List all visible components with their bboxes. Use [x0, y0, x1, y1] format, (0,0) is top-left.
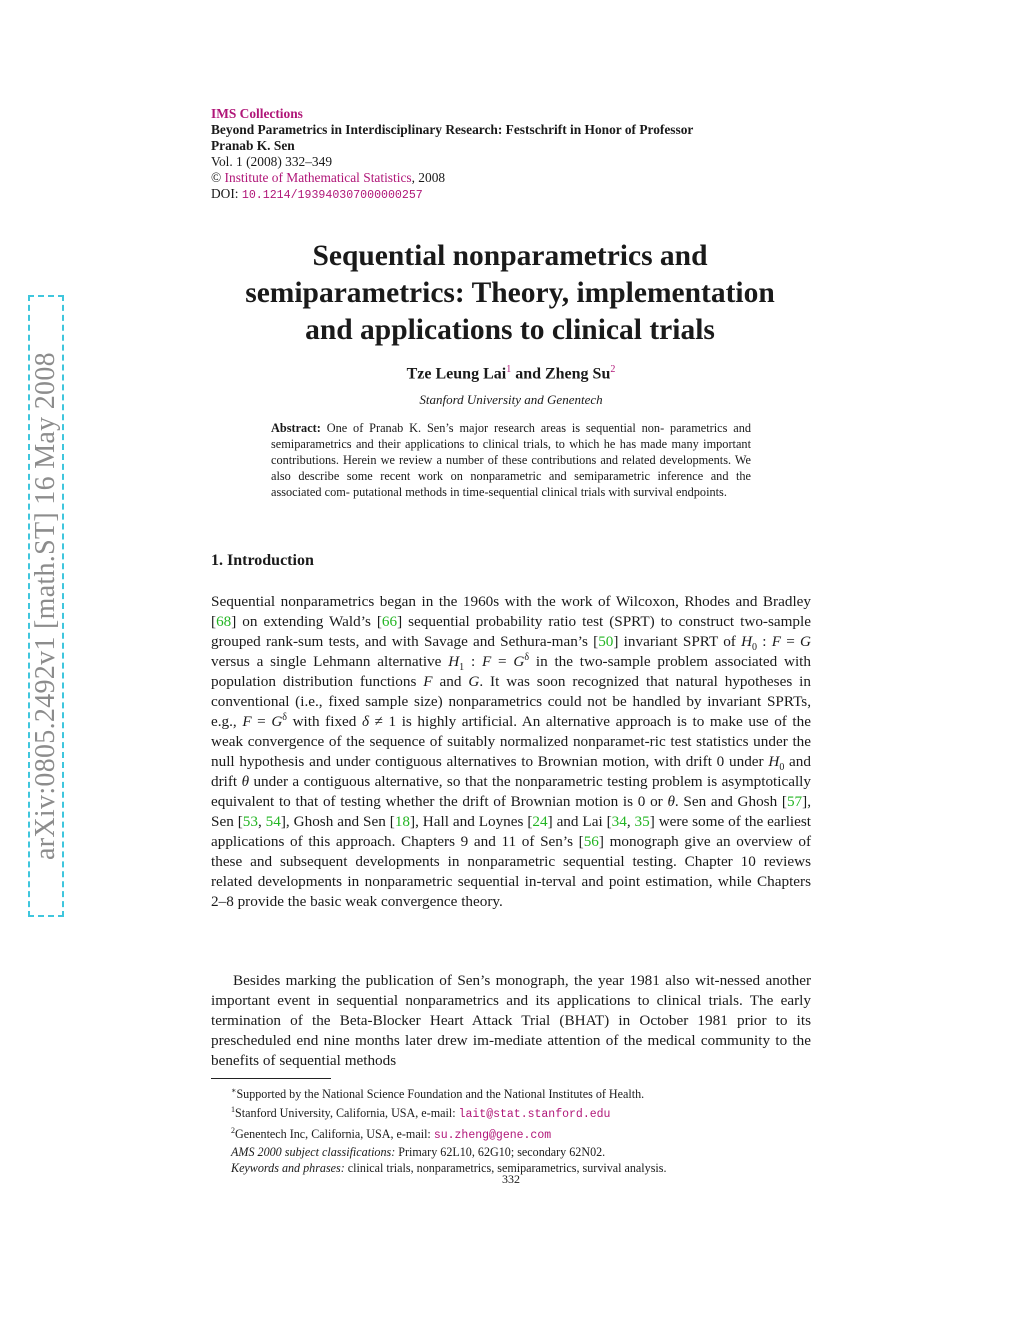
- text: ,: [257, 813, 266, 830]
- citation-link[interactable]: 50: [598, 633, 614, 650]
- section-title: 1. Introduction: [211, 552, 314, 569]
- author-1: Tze Leung Lai: [406, 365, 507, 383]
- keywords-text: clinical trials, nonparametrics, semiparametrics, survival analysis.: [344, 1161, 667, 1176]
- text: ≠ 1 is highly artificial. An alternative approach is to make use of the weak convergence of the sequence of suitably normalized nonparamet-ric test statistics under the null hypothesis and under contiguous alternatives to Brownian motion, with drift 0 under: [211, 713, 811, 770]
- text: in the two-sample problem associated with population distribution functions: [211, 653, 811, 690]
- abstract-line5: work on nonparametric and semiparametric inference and the associated com-: [271, 469, 751, 499]
- series-link[interactable]: IMS Collections: [211, 106, 303, 121]
- text: ] invariant SPRT of: [613, 633, 742, 650]
- citation-link[interactable]: 53: [242, 813, 258, 830]
- math: G: [468, 673, 480, 690]
- citation-link[interactable]: 34: [611, 813, 627, 830]
- footnote-mark: 2: [231, 1126, 235, 1136]
- footnote-mark: 1: [231, 1105, 235, 1115]
- math: θ: [241, 773, 250, 790]
- footnote-text: Supported by the National Science Foundation and the National Institutes of Health.: [236, 1087, 645, 1102]
- abstract: [271, 420, 751, 500]
- citation-link[interactable]: 18: [394, 813, 411, 830]
- text: . It was soon recognized that natural hypotheses in conventional (i.e., fixed sample size) nonparametrics could not be handled by invariant SPRTs, e.g.,: [211, 673, 811, 730]
- page-number: 332: [502, 1172, 520, 1186]
- math: G: [271, 713, 283, 730]
- math-subscript: 0: [779, 762, 785, 774]
- affiliation: Stanford University and Genentech: [419, 392, 603, 407]
- footnotes: [231, 1083, 821, 1176]
- abstract-line2: parametrics and semiparametrics and their applications to clinical trials, to: [271, 421, 752, 451]
- publisher-link[interactable]: Institute of Mathematical Statistics: [224, 170, 412, 185]
- author-2-footnote-link[interactable]: 2: [610, 364, 616, 375]
- math: F: [481, 653, 492, 670]
- author-connector: and: [511, 365, 545, 383]
- paper-title: [190, 238, 830, 349]
- paragraph-1: [211, 592, 811, 912]
- title-line3: and applications to clinical trials: [305, 314, 715, 346]
- author-1-footnote-link[interactable]: 1: [506, 364, 512, 375]
- text: versus a single Lehmann alternative: [211, 653, 449, 670]
- text: . Sen and Ghosh [: [674, 793, 787, 810]
- abstract-line4: of these contributions and related developments. We also describe some recent: [271, 453, 751, 483]
- footnote-text: Genentech Inc, California, USA, e-mail:: [235, 1127, 434, 1142]
- ams-label: AMS 2000 subject classifications:: [231, 1145, 396, 1160]
- footnote-funding: [231, 1083, 821, 1102]
- math: F: [423, 673, 433, 690]
- text: ,: [626, 813, 635, 830]
- citation-link[interactable]: 68: [216, 613, 232, 630]
- paragraph-2: Besides marking the publication of Sen’s monograph, the year 1981 also wit-nessed another important event in sequential nonparametrics and its applications to clinical trials. The early termination of the Beta-Blocker Heart Attack Trial (BHAT) in October 1981 prior to its prescheduled end nine months later drew im-mediate attention of the medical community to the benefits of sequential methods: [211, 972, 811, 1069]
- text: and drift: [211, 753, 811, 790]
- ams-classification: [231, 1144, 821, 1160]
- text: ] sequential probability ratio test (SPRT) to construct two-sample grouped rank-sum tests, and with Savage and Sethura-man’s [: [211, 613, 811, 650]
- email-link[interactable]: su.zheng@gene.com: [433, 1129, 552, 1143]
- abstract-label: Abstract:: [271, 421, 321, 435]
- citation-link[interactable]: 57: [786, 793, 803, 810]
- author-2: Zheng Su: [544, 365, 611, 383]
- text: :: [757, 633, 772, 650]
- authors: [211, 364, 811, 383]
- abstract-line3: which he has made many important contributions. Herein we review a number: [271, 437, 751, 467]
- text: ], Sen [: [211, 793, 811, 830]
- email-link[interactable]: lait@stat.stanford.edu: [458, 1108, 611, 1122]
- text: =: [251, 713, 272, 730]
- abstract-line1: One of Pranab K. Sen’s major research areas is sequential non-: [326, 421, 665, 435]
- title-line2: semiparametrics: Theory, implementation: [245, 277, 775, 309]
- math: G: [800, 633, 811, 650]
- math: δ: [361, 713, 370, 730]
- volume-info: Vol. 1 (2008) 332–349: [211, 154, 333, 169]
- citation-link[interactable]: 54: [265, 813, 281, 830]
- text: ] and Lai [: [547, 813, 612, 830]
- text: ] on extending Wald’s [: [231, 613, 382, 630]
- book-title-line1: Beyond Parametrics in Interdisciplinary Research: Festschrift in Honor of Professor: [211, 122, 694, 137]
- abstract-line6: putational methods in time-sequential clinical trials with survival endpoints.: [352, 485, 727, 499]
- text: =: [781, 633, 801, 650]
- math: G: [513, 653, 525, 670]
- footnote-2: [231, 1123, 821, 1144]
- footnote-1: [231, 1102, 821, 1123]
- text: under a contiguous alternative, so that the nonparametric testing problem is asymptotically equivalent to that of testing whether the drift of Brownian motion is 0 or: [211, 773, 811, 810]
- keywords-label: Keywords and phrases:: [231, 1161, 345, 1176]
- title-line1: Sequential nonparametrics and: [312, 240, 708, 272]
- text: :: [464, 653, 482, 670]
- copyright-line: [211, 170, 821, 186]
- citation-link[interactable]: 35: [634, 813, 650, 830]
- math-subscript: 0: [752, 642, 758, 654]
- text: Sequential nonparametrics began in the 1960s with the work of Wilcoxon, Rhodes and Bradley [: [211, 593, 811, 630]
- doi-link[interactable]: 10.1214/193940307000000257: [241, 189, 423, 202]
- copyright-year: , 2008: [411, 170, 446, 185]
- math: F: [771, 633, 781, 650]
- citation-link[interactable]: 66: [381, 613, 398, 630]
- math: F: [242, 713, 252, 730]
- ams-text: Primary 62L10, 62G10; secondary 62N02.: [395, 1145, 606, 1160]
- text: ], Ghosh and Sen [: [280, 813, 395, 830]
- footnote-rule: [211, 1078, 331, 1079]
- footnote-text: Stanford University, California, USA, e-mail:: [235, 1106, 459, 1121]
- citation-link[interactable]: 24: [532, 813, 548, 830]
- doi-line: [211, 186, 821, 204]
- text: ] monograph give an overview of these and subsequent developments in nonparametric sequential testing. Chapter 10 reviews related developments in nonparametric sequential in-terval and point estimation, while Chapters 2–8 provide the basic weak convergence theory.: [211, 833, 811, 910]
- math-superscript: δ: [524, 651, 530, 663]
- math: H: [741, 633, 753, 650]
- copyright-icon: ©: [211, 170, 222, 185]
- doi-label: DOI:: [211, 186, 242, 201]
- text: ], Hall and Loynes [: [410, 813, 533, 830]
- math: H: [448, 653, 460, 670]
- text: with fixed: [287, 713, 362, 730]
- footnote-mark: ∗: [231, 1086, 237, 1095]
- math: θ: [667, 793, 675, 810]
- book-title-line2: Pranab K. Sen: [211, 138, 295, 153]
- journal-header: [211, 106, 821, 204]
- text: =: [491, 653, 514, 670]
- citation-link[interactable]: 56: [583, 833, 599, 850]
- math-superscript: δ: [282, 711, 288, 723]
- arxiv-stamp: arXiv:0805.2492v1 [math.ST] 16 May 2008: [30, 352, 61, 860]
- math-subscript: 1: [459, 662, 465, 674]
- text: and: [432, 673, 469, 690]
- text: ] were some of the earliest applications of this approach. Chapters 9 and 11 of Sen’s [: [211, 813, 812, 850]
- math: H: [768, 753, 780, 770]
